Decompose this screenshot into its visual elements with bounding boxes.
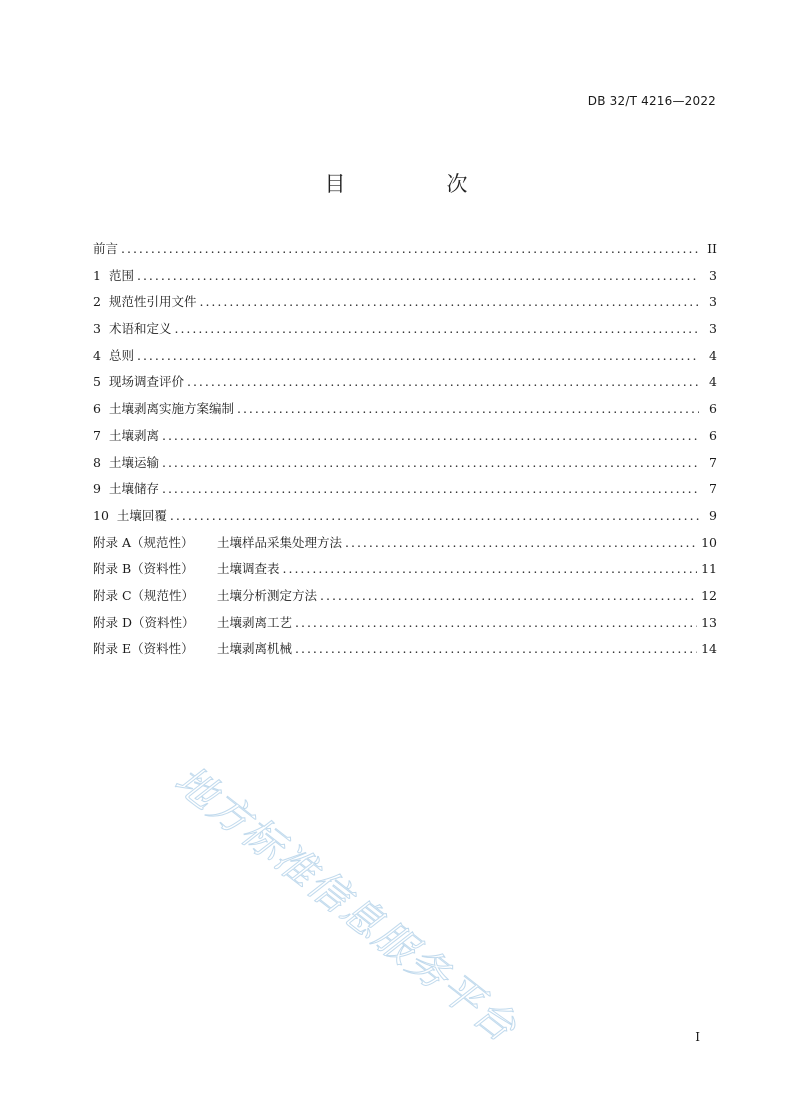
toc-appendix-e[interactable]: [93, 636, 717, 663]
toc-entry-label: 附录 B（资料性） 土壤调查表: [93, 556, 283, 583]
toc-entry-10[interactable]: [93, 503, 717, 530]
toc-entry-6[interactable]: [93, 396, 717, 423]
toc-entry-number: 8: [93, 454, 101, 470]
toc-appendix-b[interactable]: [93, 556, 717, 583]
watermark-text: 地方标准信息服务平台: [166, 757, 526, 1052]
toc-entry-label: 附录 C（规范性） 土壤分析测定方法: [93, 583, 320, 610]
dot-leader: [137, 263, 699, 290]
toc-entry-label: 附录 A（规范性） 土壤样品采集处理方法: [93, 530, 345, 557]
appendix-prefix: 附录 C（规范性）: [93, 587, 195, 603]
dot-leader: [162, 450, 699, 477]
dot-leader: [345, 530, 697, 557]
toc-entry-label: 8 土壤运输: [93, 450, 162, 477]
toc-entry-page: 4: [709, 374, 717, 390]
footer-page-number: I: [695, 1030, 700, 1044]
toc-entry-page: 14: [701, 641, 717, 657]
toc-entry-label: 3 术语和定义: [93, 316, 174, 343]
toc-entry-page: 7: [709, 454, 717, 470]
dot-leader: [170, 503, 699, 530]
toc-entry-page: 10: [701, 534, 717, 550]
document-code: DB 32/T 4216—2022: [587, 94, 716, 108]
toc-entry-7[interactable]: [93, 423, 717, 450]
appendix-prefix: 附录 B（资料性）: [93, 561, 194, 577]
page-title: 目 次: [324, 172, 508, 196]
toc-entry-page: 9: [709, 507, 717, 523]
dot-leader: [295, 636, 697, 663]
toc-entry-number: 10: [93, 507, 109, 523]
toc-entry-page: 11: [701, 561, 717, 577]
dot-leader: [199, 289, 699, 316]
toc-entry-8[interactable]: [93, 450, 717, 477]
toc-entry-label: 6 土壤剥离实施方案编制: [93, 396, 237, 423]
toc-entry-page: 7: [709, 481, 717, 497]
toc-entry-label: 5 现场调查评价: [93, 369, 187, 396]
toc-entry-page: 3: [709, 321, 717, 337]
toc-entry-label: 10 土壤回覆: [93, 503, 170, 530]
appendix-prefix: 附录 D（资料性）: [93, 614, 195, 630]
appendix-prefix: 附录 E（资料性）: [93, 641, 194, 657]
toc-entry-label: 前言: [93, 241, 119, 256]
toc-appendix-d[interactable]: [93, 610, 717, 637]
dot-leader: [174, 316, 699, 343]
toc-entry-page: 3: [709, 267, 717, 283]
toc-entry-page: 3: [709, 294, 717, 310]
toc-entry-number: 3: [93, 321, 101, 337]
toc-entry-number: 7: [93, 427, 101, 443]
toc-entry-label: 4 总则: [93, 343, 137, 370]
toc-appendix-a[interactable]: [93, 530, 717, 557]
toc-entry-number: 1: [93, 267, 101, 283]
toc-entry-label: 附录 E（资料性） 土壤剥离机械: [93, 636, 295, 663]
dot-leader: [320, 583, 697, 610]
dot-leader: [283, 556, 698, 583]
toc-entry-label: 1 范围: [93, 263, 137, 290]
toc-entry-9[interactable]: [93, 476, 717, 503]
toc-entry-5[interactable]: [93, 369, 717, 396]
toc-entry-page: II: [707, 241, 717, 256]
toc-entry-number: 6: [93, 401, 101, 417]
toc-entry-2[interactable]: [93, 289, 717, 316]
toc-entry-page: 13: [701, 614, 717, 630]
dot-leader: [162, 423, 699, 450]
toc-entry-label: 2 规范性引用文件: [93, 289, 199, 316]
table-of-contents: [93, 236, 717, 663]
dot-leader: [187, 369, 699, 396]
toc-entry-page: 12: [701, 587, 717, 603]
toc-entry-number: 9: [93, 481, 101, 497]
toc-entry-page: 6: [709, 427, 717, 443]
toc-entry-label: 9 土壤储存: [93, 476, 162, 503]
toc-entry-label: 7 土壤剥离: [93, 423, 162, 450]
dot-leader: [237, 396, 699, 423]
toc-entry-3[interactable]: [93, 316, 717, 343]
toc-entry-1[interactable]: [93, 263, 717, 290]
toc-entry-page: 6: [709, 401, 717, 417]
toc-entry-number: 5: [93, 374, 101, 390]
appendix-prefix: 附录 A（规范性）: [93, 534, 194, 550]
dot-leader: [137, 343, 699, 370]
toc-entry-number: 4: [93, 347, 101, 363]
toc-entry-number: 2: [93, 294, 101, 310]
toc-appendix-c[interactable]: [93, 583, 717, 610]
dot-leader: [295, 610, 697, 637]
toc-entry-label: 附录 D（资料性） 土壤剥离工艺: [93, 610, 295, 637]
toc-entry-foreword[interactable]: [93, 236, 717, 263]
dot-leader: [121, 236, 699, 263]
toc-entry-page: 4: [709, 347, 717, 363]
dot-leader: [162, 476, 699, 503]
toc-entry-4[interactable]: [93, 343, 717, 370]
